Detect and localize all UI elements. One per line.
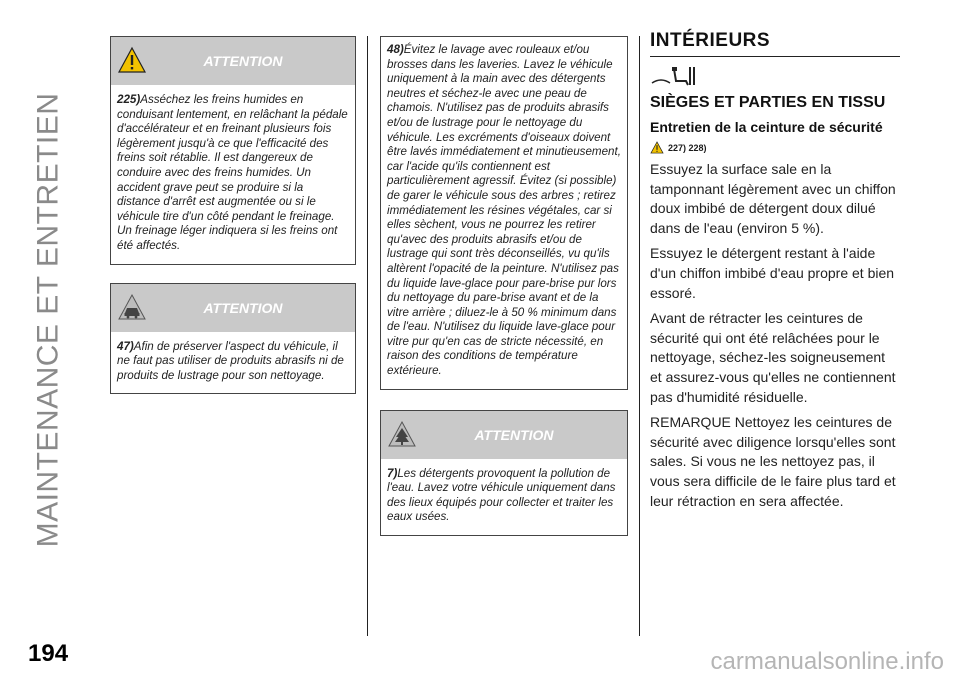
attention-body (111, 332, 355, 394)
note-number: 48) (387, 43, 404, 56)
watermark: carmanualsonline.info (710, 648, 944, 675)
column-divider (639, 36, 640, 636)
column-3 (650, 30, 900, 511)
attention-title: ATTENTION (203, 299, 283, 316)
chapter-side-title (20, 20, 76, 620)
seat-icon (650, 65, 696, 87)
body-paragraph: Essuyez la surface sale en la tamponnant légèrement avec un chiffon doux imbibé de détergent doux dilué dans de l'eau (environ 5 %). (650, 161, 896, 236)
attention-title: ATTENTION (203, 53, 283, 69)
body-paragraph: Essuyez le détergent restant à l'aide d'un chiffon imbibé d'eau propre et bien essoré. (650, 245, 895, 301)
note-text: Évitez le lavage avec rouleaux et/ou brosses dans les laveries. Lavez le véhicule uniquement à la main avec des détergents neutres et séchez-le avec une peau de chamois. N'utilisez pas de produits abrasifs et/ou de lustrage pour le nettoyage du véhicule. Les excréments d'oiseaux doivent être lavés immédiatement et minutieusement, car l'acide qu'ils contiennent est particulièrement agressif. Évitez (si possible) de garer le véhicule sous des arbres ; retirez immédiatement les résines végétales, car si elles sèchent, vous ne pourrez les retirer qu'avec des produits abrasifs et/ou de lustrage qui sont très déconseillés, vu qu'ils altèrent l'opacité de la peinture. N'utilisez pas du liquide lave-glace pour pare-brise pur lors du nettoyage du pare-brise avant et de la vitre arrière ; diluez-le à 50 % minimum dans de l'eau. N'utilisez du liquide lave-glace pour vitre pur qu'en cas de stricte nécessité, en raison des conditions de température extérieure. (387, 43, 621, 378)
car-care-icon (117, 293, 147, 321)
chapter-side-title-text: MAINTENANCE ET ENTRETIEN (31, 92, 65, 548)
note-number: 7) (387, 466, 398, 480)
attention-body (381, 459, 627, 535)
body-paragraph: REMARQUE Nettoyez les ceintures de sécurité avec diligence lorsqu'elles sont sales. Si vous ne les nettoyez pas, il vous sera difficile de le faire plus tard et leur rétraction en sera affectée. (650, 414, 896, 509)
note-text: Les détergents provoquent la pollution de l'eau. Lavez votre véhicule uniquement dans des lieux équipés pour collecter et traiter les eaux usées. (387, 466, 616, 524)
column-divider (367, 36, 368, 636)
subsection-heading: SIÈGES ET PARTIES EN TISSU (650, 94, 886, 111)
attention-box (380, 410, 628, 536)
note-number: 225) (117, 93, 141, 106)
attention-box (110, 283, 356, 395)
environment-tree-icon (387, 420, 417, 448)
column-2 (380, 36, 628, 536)
topic-heading: Entretien de la ceinture de sécurité (650, 119, 883, 135)
warning-triangle-icon (117, 46, 147, 74)
warning-reference (650, 141, 900, 154)
warning-triangle-icon (650, 141, 664, 154)
column-1 (110, 36, 356, 394)
attention-header (111, 37, 355, 85)
note-number: 47) (117, 339, 134, 353)
attention-title: ATTENTION (474, 426, 554, 443)
body-paragraph: Avant de rétracter les ceintures de sécurité qui ont été relâchées pour le nettoyage, séchez-les soigneusement et assurez-vous qu'elles ne contiennent pas d'humidité résiduelle. (650, 310, 896, 405)
note-text: Asséchez les freins humides en conduisant lentement, en relâchant la pédale d'accélérateur et en freinant plusieurs fois légèrement jusqu'à ce que l'efficacité des freins soit rétablie. Il est dangereux de conduire avec des freins humides. Un accident grave peut se produire si la distance d'arrêt est augmentée ou si le véhicule tire d'un côté pendant le freinage. Un freinage léger indiquera si les freins ont été affectés. (117, 93, 348, 252)
section-heading: INTÉRIEURS (650, 30, 900, 57)
note-text: Afin de préserver l'aspect du véhicule, il ne faut pas utiliser de produits abrasifs ni de produits de lustrage pour son nettoyage. (117, 339, 344, 382)
note-box (380, 36, 628, 390)
note-body (381, 37, 627, 389)
attention-header (111, 284, 355, 332)
attention-box (110, 36, 356, 265)
reference-numbers: 227) 228) (668, 142, 707, 153)
attention-header (381, 411, 627, 459)
attention-body (111, 85, 355, 264)
page-number: 194 (28, 640, 69, 667)
